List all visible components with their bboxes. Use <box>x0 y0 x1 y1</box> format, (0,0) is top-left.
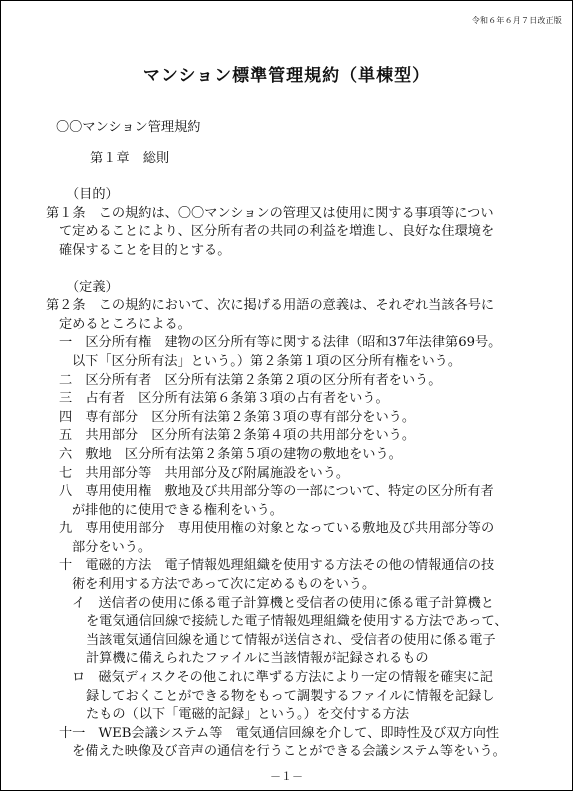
article-caption: （定義） <box>66 279 119 295</box>
item-line: 六 敷地 区分所有法第２条第５項の建物の敷地をいう。 <box>59 446 402 462</box>
subitem-line: たもの（以下「電磁的記録」という。）を交付する方法 <box>86 707 410 723</box>
subitem-line: イ 送信者の使用に係る電子計算機と受信者の使用に係る電子計算機と <box>72 595 494 611</box>
article-caption: （目的） <box>66 187 119 203</box>
item-line: 四 専有部分 区分所有法第２条第３項の専有部分をいう。 <box>59 409 416 425</box>
item-line: 部分をいう。 <box>72 539 152 555</box>
subitem-line: 計算機に備えられたファイルに当該情報が記録されるもの <box>86 651 429 667</box>
subitem-line: を電気通信回線で接続した電子情報処理組織を使用する方法であって、 <box>86 614 508 630</box>
item-line: 九 専用使用部分 専用使用権の対象となっている敷地及び共用部分等の <box>59 521 495 537</box>
item-line: 七 共用部分等 共用部分及び附属施設をいう。 <box>59 465 350 481</box>
page-number: －１－ <box>270 770 303 783</box>
item-line: 十一 WEB会議システム等 電気通信回線を介して、即時性及び双方向性 <box>59 725 500 741</box>
subitem-line: ロ 磁気ディスクその他これに準ずる方法により一定の情報を確実に記 <box>72 670 493 686</box>
edition-label: 令和６年６月７日改正版 <box>471 16 562 25</box>
item-line: が排他的に使用できる権利をいう。 <box>72 502 283 518</box>
item-line: 術を利用する方法であって次に定めるものをいう。 <box>72 577 376 593</box>
document-body <box>46 119 546 762</box>
item-line: 一 区分所有権 建物の区分所有等に関する法律（昭和37年法律第69号。 <box>59 335 502 351</box>
article-line: 第２条 この規約において、次に掲げる用語の意義は、それぞれ当該各号に <box>46 298 495 314</box>
article-line: 第１条 この規約は、〇〇マンションの管理又は使用に関する事項等につい <box>46 205 494 221</box>
document-name: 〇〇マンション管理規約 <box>56 120 201 135</box>
item-line: 二 区分所有者 区分所有法第２条第２項の区分所有者をいう。 <box>59 372 442 388</box>
item-line: 三 占有者 区分所有法第６条第３項の占有者をいう。 <box>59 391 389 407</box>
item-line: を備えた映像及び音声の通信を行うことができる会議システム等をいう。 <box>72 744 506 760</box>
item-line: 以下「区分所有法」という。）第２条第１項の区分所有権をいう。 <box>72 353 462 369</box>
subitem-line: 録しておくことができる物をもって調製するファイルに情報を記録し <box>86 688 495 704</box>
item-line: 十 電磁的方法 電子情報処理組織を使用する方法その他の情報通信の技 <box>59 558 495 574</box>
chapter-heading: 第１章 総則 <box>90 150 170 166</box>
article-line: 定めるところによる。 <box>59 316 191 332</box>
page-title: マンション標準管理規約（単棟型） <box>142 66 431 86</box>
article-line: て定めることにより、区分所有者の共同の利益を増進し、良好な住環境を <box>59 224 495 240</box>
item-line: 五 共用部分 区分所有法第２条第４項の共用部分をいう。 <box>59 428 416 444</box>
subitem-line: 当該電気通信回線を通じて情報が送信され、受信者の使用に係る電子 <box>86 632 496 648</box>
item-line: 八 専用使用権 敷地及び共用部分等の一部について、特定の区分所有者 <box>59 484 494 500</box>
article-line: 確保することを目的とする。 <box>59 242 231 258</box>
